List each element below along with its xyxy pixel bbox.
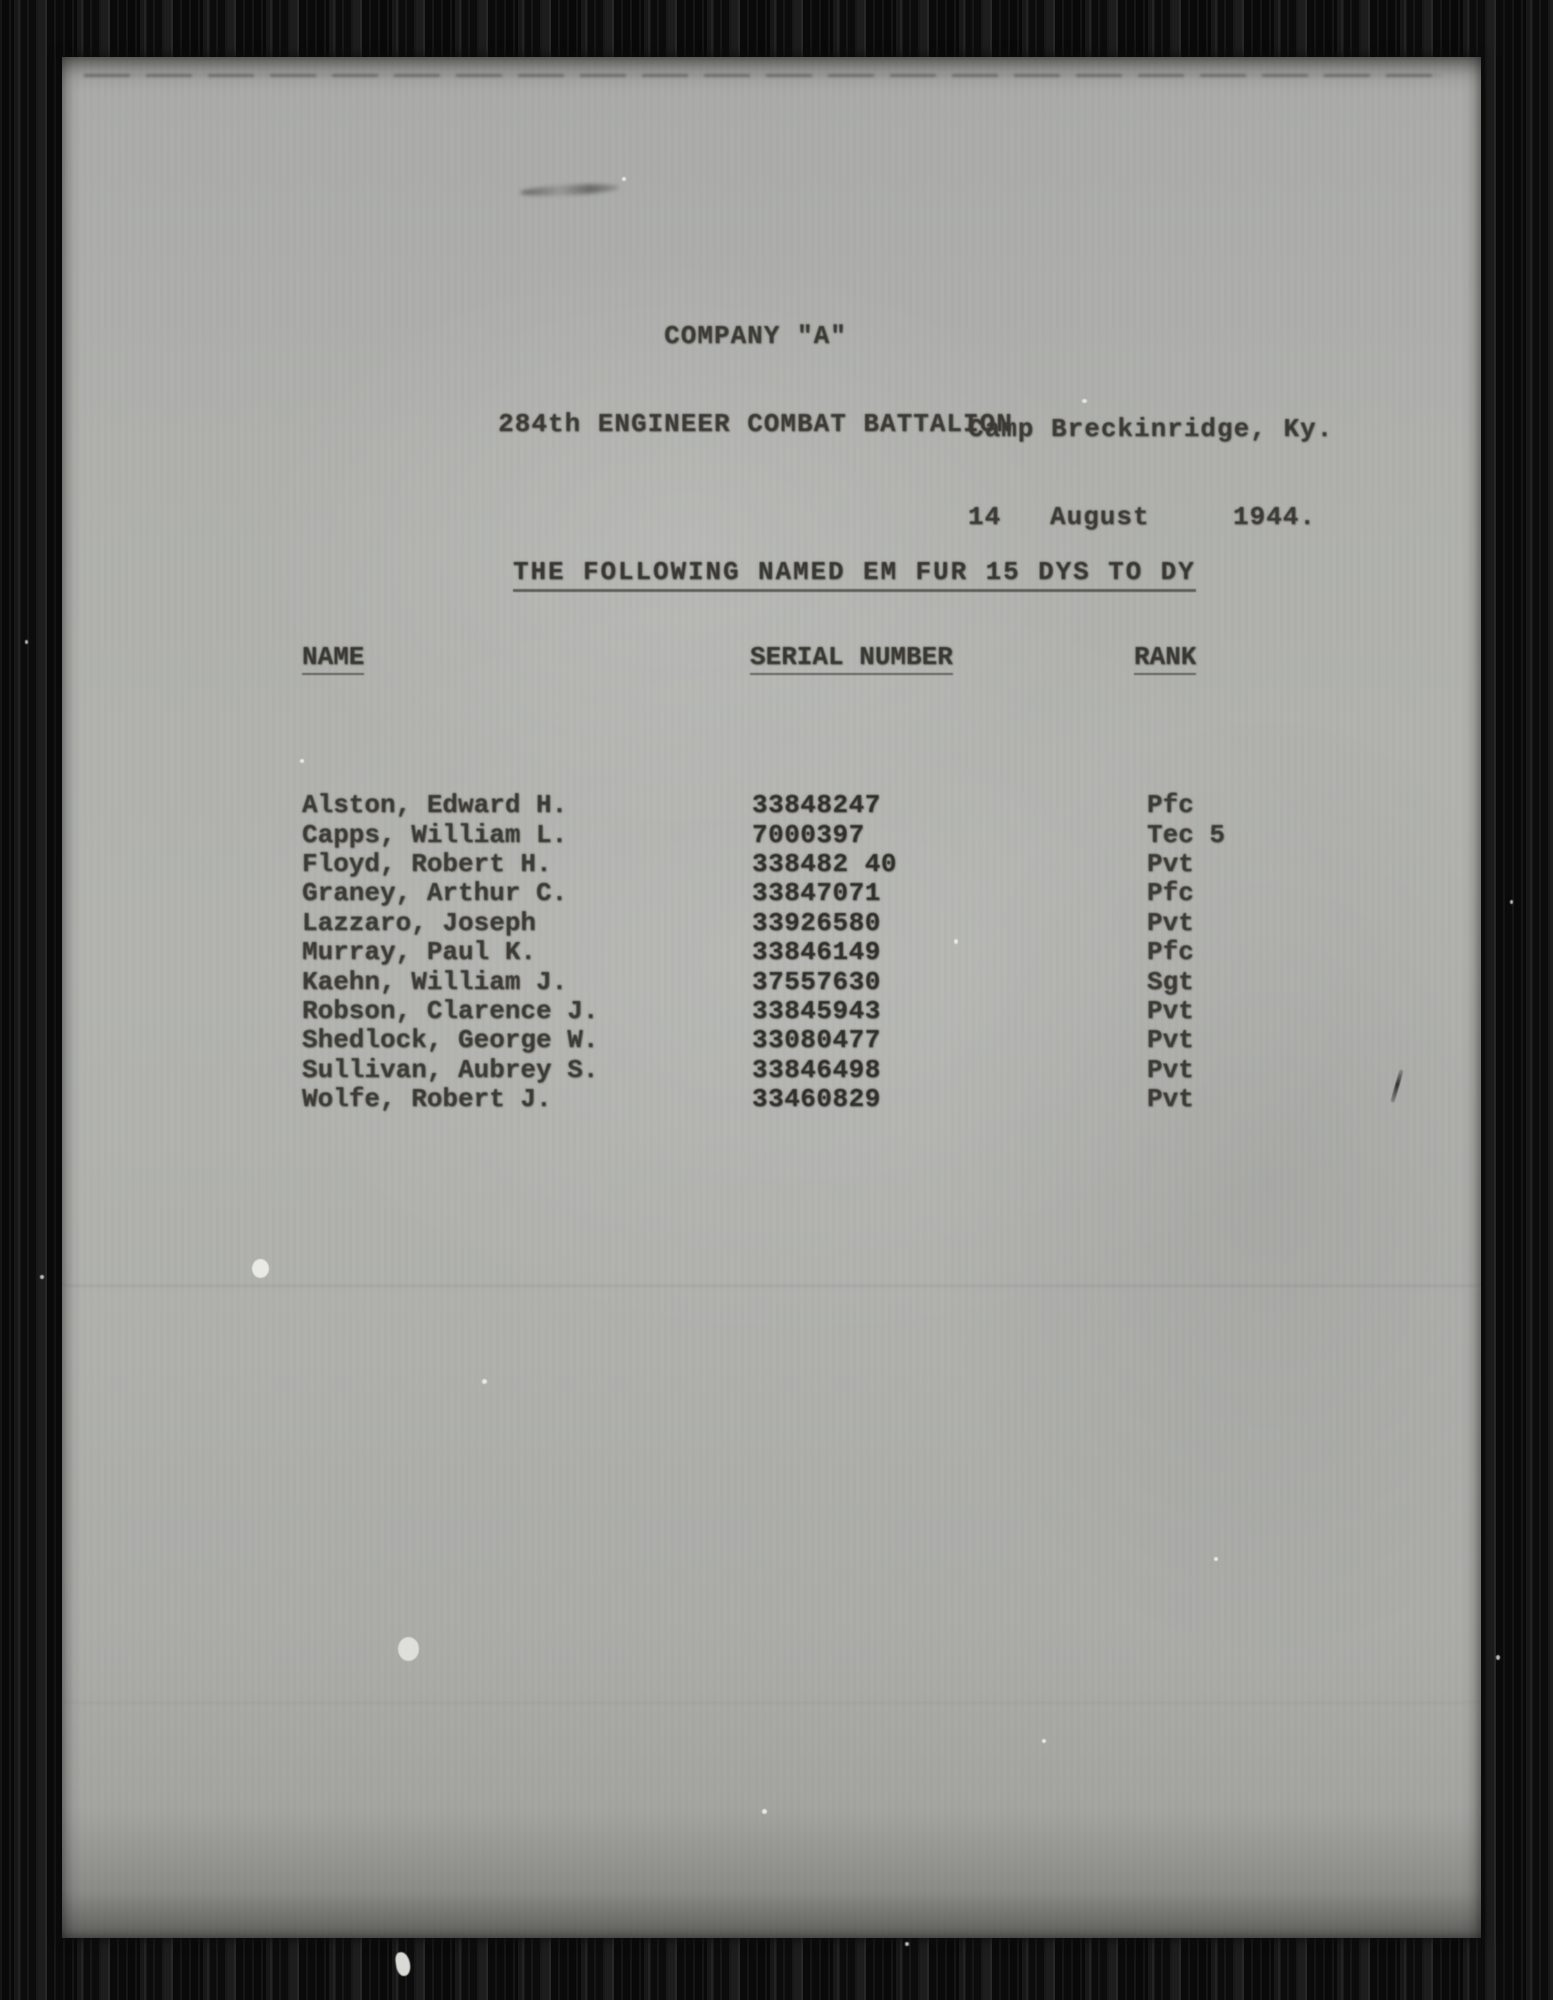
white-speck [482,1379,487,1384]
film-speck [25,640,28,644]
column-header-name: NAME [302,643,364,675]
soldier-name: Kaehn, William J. [302,966,568,997]
white-speck [1214,1557,1218,1561]
roster-row [62,968,1481,997]
serial-number: 33926580 [752,907,881,938]
rank: Pvt [1147,1084,1194,1115]
date-year: 1944. [1233,502,1317,533]
rank: Sgt [1147,966,1194,997]
rank: Pvt [1147,1054,1194,1085]
soldier-name: Alston, Edward H. [302,790,568,821]
roster-row [62,938,1481,967]
rank: Tec 5 [1147,819,1226,850]
roster-row [62,1085,1481,1114]
date-month: August [1050,502,1150,533]
film-speck [1510,900,1513,904]
roster-row [62,821,1481,850]
document-page [62,57,1481,1938]
date-line [968,503,1388,532]
serial-number: 7000397 [752,819,865,850]
serial-number: 33460829 [752,1084,881,1115]
soldier-name: Sullivan, Aubrey S. [302,1054,599,1085]
order-title: THE FOLLOWING NAMED EM FUR 15 DYS TO DY [513,558,1196,592]
roster-row [62,879,1481,908]
white-speck [1042,1739,1046,1743]
white-speck [954,939,958,944]
ink-smudge [520,182,620,197]
white-speck [398,1637,419,1661]
soldier-name: Graney, Arthur C. [302,878,568,909]
film-speck [40,1275,44,1279]
column-header-serial: SERIAL NUMBER [750,643,953,675]
rank: Pvt [1147,1025,1194,1056]
rank: Pfc [1147,790,1194,821]
serial-number: 33845943 [752,995,881,1026]
serial-number: 33846149 [752,937,881,968]
soldier-name: Robson, Clarence J. [302,995,599,1026]
soldier-name: Shedlock, George W. [302,1025,599,1056]
soldier-name: Wolfe, Robert J. [302,1084,552,1115]
crease-line-lower [62,1702,1481,1705]
film-speck [1496,1655,1500,1660]
place-line: Camp Breckinridge, Ky. [968,413,1334,444]
serial-number: 338482 40 [752,849,897,879]
date-day: 14 [968,502,1002,533]
rank: Pvt [1147,995,1194,1026]
company-line: COMPANY "A" [664,320,847,351]
crease-line-middle [62,1285,1481,1289]
serial-number: 33080477 [752,1025,881,1056]
roster-row [62,909,1481,938]
soldier-name: Murray, Paul K. [302,937,537,968]
roster-row [62,850,1481,879]
column-header-rank: RANK [1134,643,1196,675]
rank: Pvt [1147,907,1194,938]
roster-row [62,791,1481,820]
serial-number: 33848247 [752,790,881,821]
roster-row [62,997,1481,1026]
white-speck [300,759,304,763]
film-speck [905,1942,909,1946]
rank: Pvt [1147,849,1194,879]
serial-number: 33846498 [752,1054,881,1085]
roster [62,703,1481,1115]
white-speck [762,1809,767,1814]
rank: Pfc [1147,878,1194,909]
serial-number: 37557630 [752,966,881,997]
roster-row [62,1026,1481,1055]
serial-number: 33847071 [752,878,881,909]
soldier-name: Lazzaro, Joseph [302,907,537,938]
white-speck [622,177,626,181]
white-speck [1082,399,1087,403]
soldier-name: Capps, William L. [302,819,568,850]
roster-row [62,1056,1481,1085]
soldier-name: Floyd, Robert H. [302,849,552,879]
white-speck [252,1259,269,1278]
crease-line-top [84,74,1441,77]
rank: Pfc [1147,937,1194,968]
dateline [968,356,1388,591]
battalion-line: 284th ENGINEER COMBAT BATTALION [498,409,1013,440]
